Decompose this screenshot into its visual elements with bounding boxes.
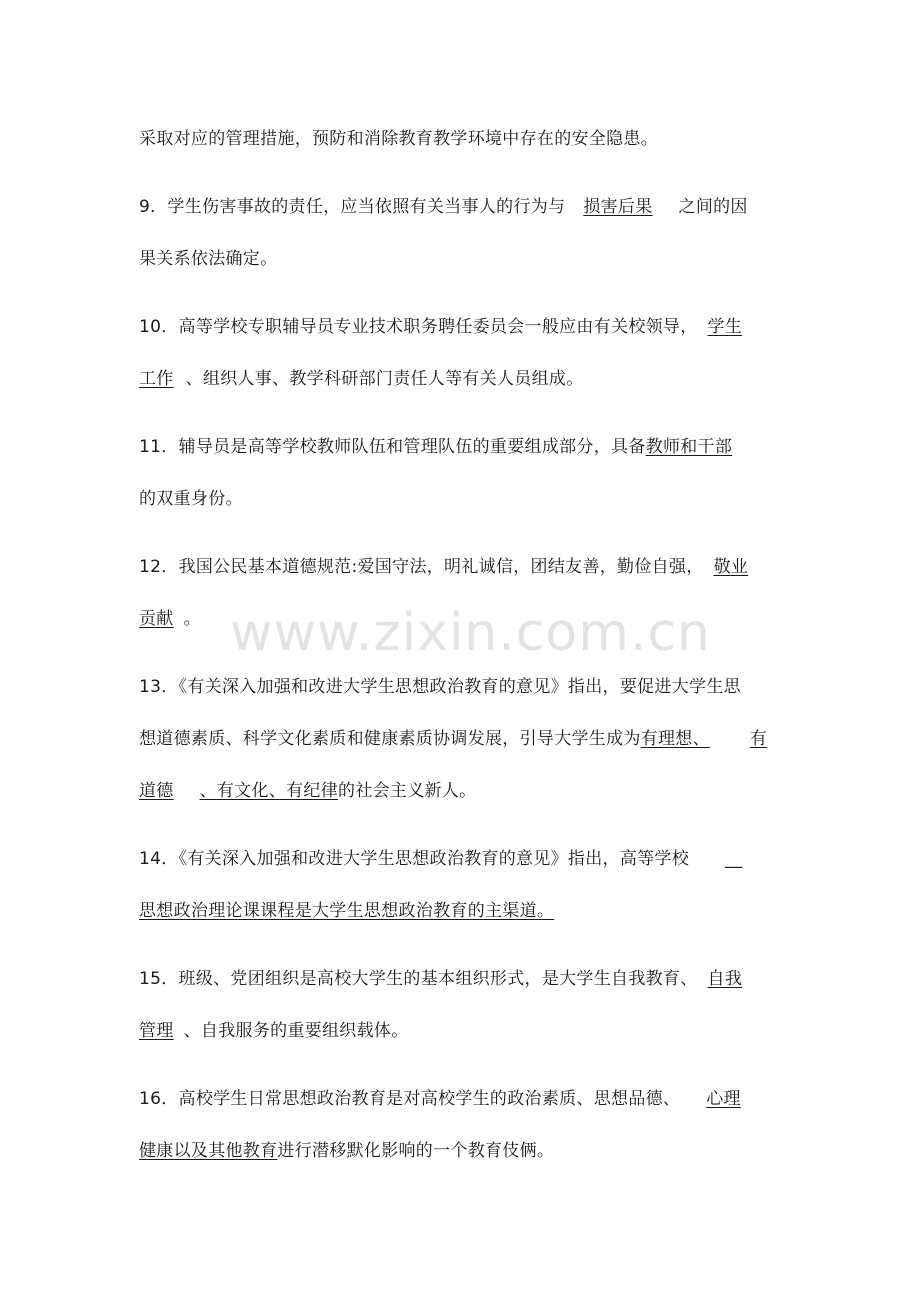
question-16-line-1: [139, 1088, 781, 1110]
question-9-line-1: [139, 196, 781, 218]
question-text: 15．班级、党团组织是高校大学生的基本组织形式，是大学生自我教育、: [139, 969, 698, 989]
question-16-line-2: [139, 1140, 781, 1162]
question-14-line-1: [139, 848, 781, 870]
answer-blank: 教师和干部: [645, 437, 733, 457]
question-13-line-1: [139, 676, 781, 698]
question-9-line-2: [139, 248, 781, 270]
question-text: 12．我国公民基本道德规范:爱国守法，明礼诚信，团结友善，勤俭自强，: [139, 557, 704, 577]
answer-blank: 自我: [707, 969, 743, 989]
answer-blank: 敬业: [713, 557, 749, 577]
answer-blank: 心理: [706, 1089, 741, 1109]
answer-blank: 学生: [707, 317, 743, 337]
answer-blank: 管理: [139, 1021, 174, 1041]
answer-blank: __: [725, 849, 743, 869]
question-11-line-2: [139, 488, 781, 510]
question-text: 16．高校学生日常思想政治教育是对高校学生的政治素质、思想品德、: [139, 1089, 681, 1109]
question-text: 、自我服务的重要组织载体。: [183, 1021, 409, 1041]
question-10-line-2: [139, 368, 781, 390]
question-text: 的双重身份。: [139, 489, 243, 509]
answer-blank: 思想政治理论课课程是大学生思想政治教育的主渠道。: [139, 901, 555, 921]
answer-blank: 道德 、有文化、有纪律: [139, 781, 339, 801]
question-10-line-1: [139, 316, 781, 338]
question-14-line-2: [139, 900, 781, 922]
question-15-line-1: [139, 968, 781, 990]
question-text: 、组织人事、教学科研部门责任人等有关人员组成。: [185, 369, 584, 389]
answer-blank: 贡献: [139, 609, 174, 629]
question-text: 13．《有关深入加强和改进大学生思想政治教育的意见》指出，要促进大学生思: [139, 677, 741, 697]
answer-blank: 损害后果: [583, 197, 653, 217]
question-text: 进行潜移默化影响的一个教育伎俩。: [277, 1141, 555, 1161]
question-text: 想道德素质、科学文化素质和健康素质协调发展，引导大学生成为: [139, 729, 641, 749]
question-11-line-1: [139, 436, 781, 458]
text-line: [139, 128, 781, 150]
question-text: 9．学生伤害事故的责任，应当依照有关当事人的行为与: [139, 197, 566, 217]
question-text: 果关系依法确定。: [139, 249, 278, 269]
question-text: 11．辅导员是高等学校教师队伍和管理队伍的重要组成部分，具备: [139, 437, 646, 457]
paragraph-text: 采取对应的管理措施，预防和消除教育教学环境中存在的安全隐患。: [139, 129, 658, 149]
question-text: 之间的因: [678, 197, 748, 217]
answer-blank: 健康以及其他教育: [139, 1141, 278, 1161]
watermark: www.zixin.com.cn: [230, 603, 711, 663]
question-text: 的社会主义新人。: [338, 781, 477, 801]
answer-blank: 工作: [139, 369, 174, 389]
question-15-line-2: [139, 1020, 781, 1042]
question-12-line-1: [139, 556, 781, 578]
question-text: 10．高等学校专职辅导员专业技术职务聘任委员会一般应由有关校领导，: [139, 317, 698, 337]
answer-blank: 有理想、 有: [640, 729, 768, 749]
question-13-line-2: [139, 728, 781, 750]
question-text: 14．《有关深入加强和改进大学生思想政治教育的意见》指出，高等学校: [139, 849, 690, 869]
question-13-line-3: [139, 780, 781, 802]
question-12-line-2: [139, 608, 781, 630]
question-text: 。: [183, 609, 201, 629]
